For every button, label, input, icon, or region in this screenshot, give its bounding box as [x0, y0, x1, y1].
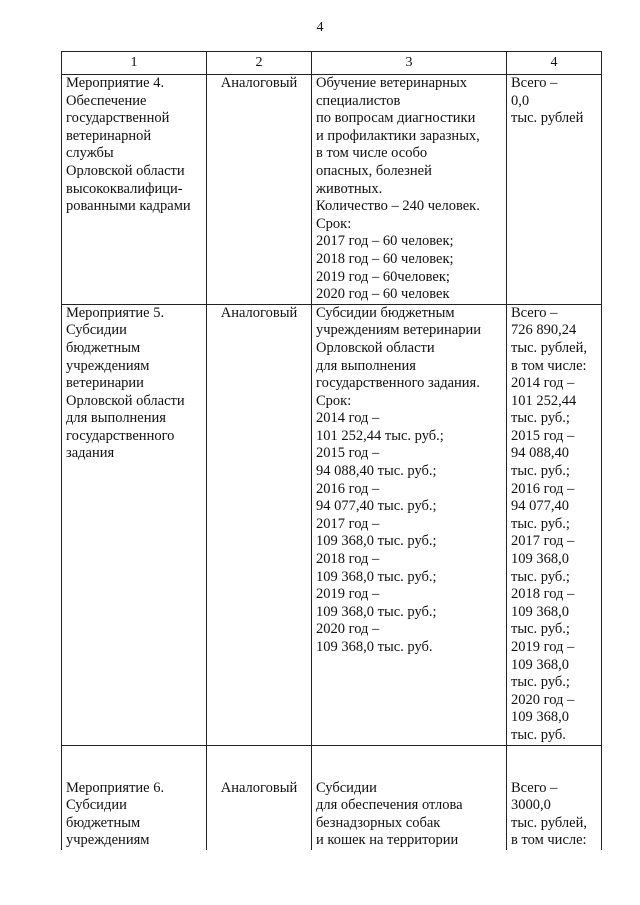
cell-text-line: 2019 год – 60человек; [316, 268, 450, 285]
cell-text-line: 109 368,0 тыс. руб. [316, 639, 433, 655]
cell-text-line: 94 088,40 [511, 445, 569, 462]
cell-text-line: тыс. руб.; [511, 463, 570, 480]
cell-text-line: 726 890,24 [511, 322, 577, 339]
cell-text-line: Всего – [511, 75, 558, 91]
column-header: 3 [312, 52, 507, 75]
cell-text-line: в том числе: [511, 832, 587, 849]
table-cell-col2 [207, 75, 312, 305]
cell-text-line: 2020 год – [316, 621, 380, 638]
cell-text-line: Аналоговый [220, 304, 298, 321]
cell-text-line: бюджетным [66, 814, 141, 831]
cell-text-line: Обеспечение [66, 92, 147, 109]
cell-text-line: Мероприятие 4. [66, 75, 165, 91]
cell-text-line: и профилактики заразных, [316, 127, 480, 144]
cell-text-line: 109 368,0 [511, 603, 569, 620]
table-cell-col3 [312, 745, 507, 850]
cell-text-line: тыс. руб.; [511, 515, 570, 532]
cell-text-line: Субсидии [66, 322, 127, 339]
table-header-row [62, 52, 602, 75]
table-cell-col4 [507, 745, 602, 850]
cell-text-line: задания [66, 445, 115, 462]
cell-text-line: 2016 год – [511, 480, 575, 497]
cell-text-line: 101 252,44 тыс. руб.; [316, 427, 444, 444]
cell-text-line: 109 368,0 тыс. руб.; [316, 568, 437, 585]
cell-text-line: для выполнения [316, 357, 416, 374]
cell-text-line: Субсидии [66, 797, 127, 814]
table-cell-col1 [62, 75, 207, 305]
cell-text-line: 2015 год – [511, 427, 575, 444]
cell-text-line: Орловской области [66, 162, 185, 179]
cell-text-line: государственного задания. [316, 375, 480, 392]
cell-text-line: Орловской области [316, 339, 435, 356]
cell-text-line: 94 077,40 тыс. руб.; [316, 498, 437, 515]
cell-text-line: Аналоговый [220, 75, 298, 91]
cell-text-line: 2018 год – [511, 586, 575, 603]
column-header: 4 [507, 52, 602, 75]
column-header: 1 [62, 52, 207, 75]
cell-text-line: Орловской области [66, 392, 185, 409]
cell-text-line: Мероприятие 5. [66, 304, 165, 321]
cell-text-line: 2018 год – 60 человек; [316, 250, 454, 267]
cell-text-line: 109 368,0 [511, 551, 569, 568]
cell-text-line: тыс. рублей, [511, 339, 587, 356]
cell-text-line: 2017 год – 60 человек; [316, 233, 454, 250]
cell-text-line: 2020 год – 60 человек [316, 286, 450, 303]
cell-text-line: 109 368,0 [511, 709, 569, 726]
cell-text-line: 2020 год – [511, 691, 575, 708]
cell-text-line: 3000,0 [511, 797, 551, 814]
cell-text-line: Аналоговый [220, 779, 298, 796]
cell-text-line: по вопросам диагностики [316, 110, 476, 127]
cell-text-line: животных. [316, 180, 383, 197]
cell-text-line: учреждениям ветеринарии [316, 322, 481, 339]
cell-text-line: в том числе: [511, 357, 587, 374]
table-cell-col1 [62, 304, 207, 745]
cell-text-line: 2017 год – [316, 515, 380, 532]
cell-text-line: тыс. рублей, [511, 814, 587, 831]
cell-text-line: специалистов [316, 92, 401, 109]
table-cell-col3 [312, 304, 507, 745]
cell-text-line: Срок: [316, 215, 352, 232]
cell-text-line: учреждениям [66, 357, 150, 374]
cell-text-line: ветеринарии [66, 375, 144, 392]
cell-text-line: 2018 год – [316, 551, 380, 568]
cell-text-line: Мероприятие 6. [66, 779, 165, 796]
cell-text-line: государственной [66, 110, 170, 127]
cell-text-line: Количество – 240 человек. [316, 198, 480, 215]
table-row [62, 304, 602, 745]
cell-text-line: и кошек на территории [316, 832, 459, 849]
table-cell-col2 [207, 304, 312, 745]
table-cell-col4 [507, 75, 602, 305]
table-cell-col1 [62, 745, 207, 850]
cell-text-line: учреждениям [66, 832, 150, 849]
cell-text-line: Всего – [511, 304, 558, 321]
cell-text-line: в том числе особо [316, 145, 428, 162]
cell-text-line: 2014 год – [316, 410, 380, 427]
column-header: 2 [207, 52, 312, 75]
cell-text-line: Субсидии [316, 779, 377, 796]
cell-text-line: безнадзорных собак [316, 814, 441, 831]
cell-text-line: 2017 год – [511, 533, 575, 550]
measures-table [61, 51, 602, 850]
cell-text-line: 2016 год – [316, 480, 380, 497]
table-cell-col3 [312, 75, 507, 305]
cell-text-line: Срок: [316, 392, 352, 409]
cell-text-line: государственного [66, 427, 175, 444]
cell-text-line: тыс. руб.; [511, 568, 570, 585]
cell-text-line: 2014 год – [511, 375, 575, 392]
table-row [62, 75, 602, 305]
cell-text-line: ветеринарной [66, 127, 152, 144]
cell-text-line: 109 368,0 тыс. руб.; [316, 603, 437, 620]
cell-text-line: 94 077,40 [511, 498, 569, 515]
cell-text-line: тыс. руб.; [511, 621, 570, 638]
cell-text-line: тыс. рублей [511, 110, 584, 127]
table-row [62, 745, 602, 850]
cell-text-line: Всего – [511, 779, 558, 796]
cell-text-line: тыс. руб.; [511, 674, 570, 691]
table-cell-col4 [507, 304, 602, 745]
cell-text-line: 2019 год – [511, 639, 575, 655]
cell-text-line: 101 252,44 [511, 392, 577, 409]
table-cell-col2 [207, 745, 312, 850]
cell-text-line: службы [66, 145, 114, 162]
cell-text-line: 2019 год – [316, 586, 380, 603]
cell-text-line: 94 088,40 тыс. руб.; [316, 463, 437, 480]
page-number: 4 [316, 20, 324, 35]
cell-text-line: 109 368,0 [511, 656, 569, 673]
cell-text-line: 109 368,0 тыс. руб.; [316, 533, 437, 550]
cell-text-line: Субсидии бюджетным [316, 304, 455, 321]
cell-text-line: для выполнения [66, 410, 166, 427]
cell-text-line: 0,0 [511, 92, 530, 109]
cell-text-line: тыс. руб. [511, 726, 566, 743]
cell-text-line: бюджетным [66, 339, 141, 356]
cell-text-line: тыс. руб.; [511, 410, 570, 427]
cell-text-line: 2015 год – [316, 445, 380, 462]
cell-text-line: опасных, болезней [316, 162, 432, 179]
cell-text-line: высококвалифици- [66, 180, 183, 197]
cell-text-line: для обеспечения отлова [316, 797, 463, 814]
cell-text-line: рованными кадрами [66, 198, 191, 215]
cell-text-line: Обучение ветеринарных [316, 75, 468, 91]
